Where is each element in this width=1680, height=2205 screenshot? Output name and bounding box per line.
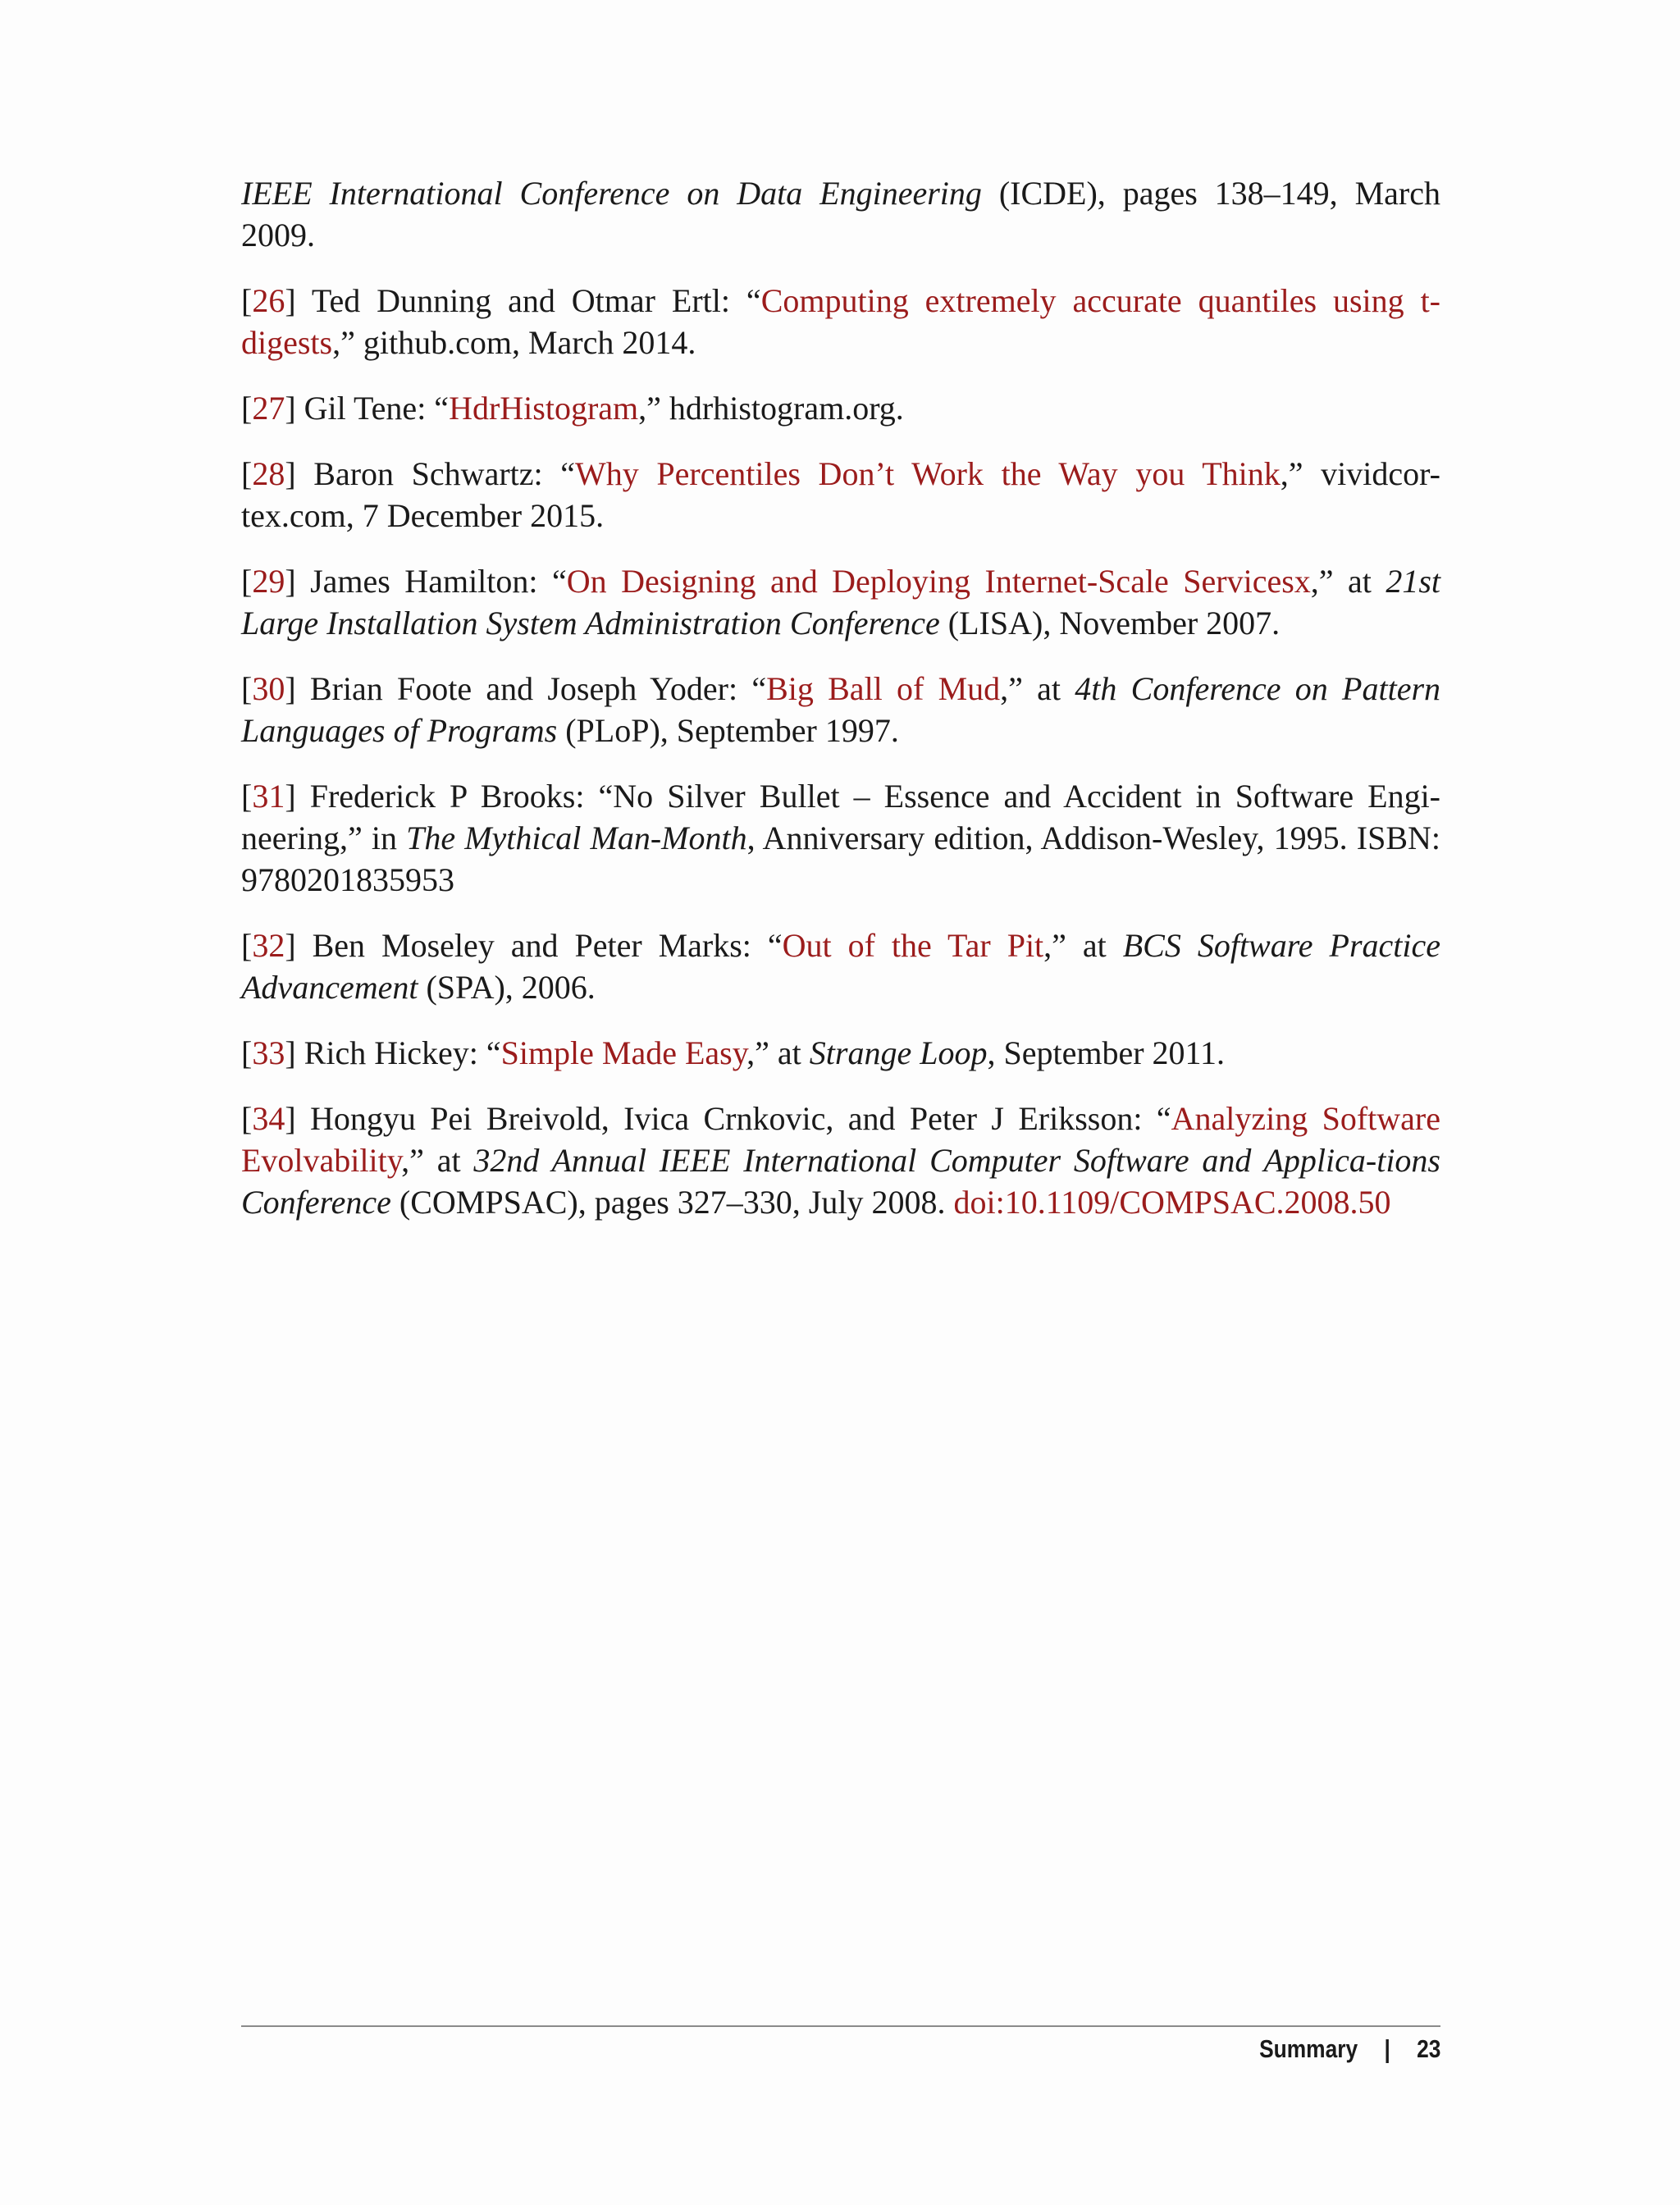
reference-link[interactable]: HdrHistogram [449, 390, 639, 427]
reference-italic-text: 4th Conference on Pattern Languages of Programs [241, 670, 1441, 749]
reference-text: ,” at [1000, 670, 1075, 707]
reference-link[interactable]: Out of the Tar Pit [782, 927, 1044, 964]
reference-text: ,” at [1043, 927, 1123, 964]
reference-text: ] Frederick P Brooks: “No Silver Bullet – Essence and Accident in Software Engi-neering,” in [241, 778, 1440, 856]
reference-link[interactable]: 31 [252, 778, 285, 815]
reference-entry-ref-30 [241, 668, 1440, 751]
reference-link[interactable]: Analyzing Software Evolvability [241, 1100, 1441, 1179]
reference-text: ] Baron Schwartz: “ [285, 455, 576, 492]
reference-text: (ICDE), pages 138–149, March 2009. [241, 175, 1440, 253]
reference-link[interactable]: 26 [252, 282, 285, 319]
reference-text: ,” hdrhistogram.org. [638, 390, 904, 427]
reference-italic-text: 21st Large Installation System Administration Conference [241, 563, 1440, 641]
reference-text: ] Hongyu Pei Breivold, Ivica Crnkovic, and Peter J Eriksson: “ [285, 1100, 1171, 1137]
reference-text: (COMPSAC), pages 327–330, July 2008. [390, 1184, 954, 1221]
reference-text: ,” github.com, March 2014. [332, 324, 696, 361]
reference-link[interactable]: Simple Made Easy [500, 1034, 747, 1071]
page-footer [1259, 2034, 1440, 2064]
reference-entry-ref-31 [241, 775, 1440, 901]
reference-link[interactable]: 30 [252, 670, 285, 707]
reference-text: ] Ted Dunning and Otmar Ertl: “ [285, 282, 761, 319]
reference-entry-ref-25-cont [241, 172, 1440, 256]
reference-link[interactable]: 32 [252, 927, 285, 964]
reference-text: ] Ben Moseley and Peter Marks: “ [285, 927, 783, 964]
reference-text: , September 2011. [987, 1034, 1226, 1071]
reference-text: ,” at [401, 1142, 474, 1179]
reference-text: ] James Hamilton: “ [285, 563, 567, 600]
reference-link[interactable]: 28 [252, 455, 285, 492]
references-list [241, 172, 1440, 1247]
reference-entry-ref-33 [241, 1032, 1440, 1074]
reference-text: ,” at [1310, 563, 1386, 600]
reference-text: [ [241, 670, 253, 707]
reference-text: [ [241, 927, 253, 964]
footer-section-title: Summary [1258, 2034, 1358, 2063]
reference-text: [ [241, 778, 253, 815]
reference-text: , Anniversary edition, Addison-Wesley, 1995. ISBN: 9780201835953 [241, 819, 1440, 898]
reference-text: ] Gil Tene: “ [285, 390, 450, 427]
reference-text: (SPA), 2006. [418, 969, 596, 1006]
reference-text: ] Rich Hickey: “ [285, 1034, 501, 1071]
reference-entry-ref-26 [241, 280, 1440, 363]
reference-entry-ref-34 [241, 1098, 1440, 1223]
reference-text: [ [241, 390, 253, 427]
reference-text: ] Brian Foote and Joseph Yoder: “ [285, 670, 767, 707]
reference-text: [ [241, 563, 253, 600]
reference-link[interactable]: 33 [252, 1034, 285, 1071]
reference-text: [ [241, 1034, 253, 1071]
reference-link[interactable]: 29 [252, 563, 285, 600]
reference-entry-ref-29 [241, 560, 1440, 644]
reference-link[interactable]: Why Percentiles Don’t Work the Way you Think [575, 455, 1281, 492]
reference-italic-text: 32nd Annual IEEE International Computer Software and Applica-tions Conference [241, 1142, 1441, 1221]
reference-entry-ref-27 [241, 387, 1440, 429]
footer-separator: | [1384, 2034, 1390, 2063]
reference-italic-text: IEEE International Conference on Data Engineering [241, 175, 982, 212]
reference-italic-text: Strange Loop [809, 1034, 988, 1071]
reference-text: ,” at [746, 1034, 810, 1071]
reference-link[interactable]: Big Ball of Mud [766, 670, 1001, 707]
reference-link[interactable]: 34 [252, 1100, 285, 1137]
reference-link[interactable]: Computing extremely accurate quantiles using t-digests [241, 282, 1441, 361]
page-number: 23 [1416, 2034, 1440, 2063]
reference-text: ,” vividcor-tex.com, 7 December 2015. [241, 455, 1440, 534]
reference-entry-ref-32 [241, 924, 1440, 1008]
reference-italic-text: BCS Software Practice Advancement [241, 927, 1441, 1006]
reference-entry-ref-28 [241, 453, 1440, 536]
reference-italic-text: The Mythical Man-Month [406, 819, 747, 856]
reference-text: [ [241, 1100, 253, 1137]
reference-text: (LISA), November 2007. [939, 605, 1281, 641]
reference-link[interactable]: 27 [252, 390, 285, 427]
footer-divider [241, 2025, 1440, 2027]
reference-text: [ [241, 282, 253, 319]
reference-text: (PLoP), September 1997. [557, 712, 899, 749]
reference-link[interactable]: doi:10.1109/COMPSAC.2008.50 [953, 1184, 1391, 1221]
reference-text: [ [241, 455, 253, 492]
reference-link[interactable]: On Designing and Deploying Internet-Scale Servicesx [566, 563, 1311, 600]
